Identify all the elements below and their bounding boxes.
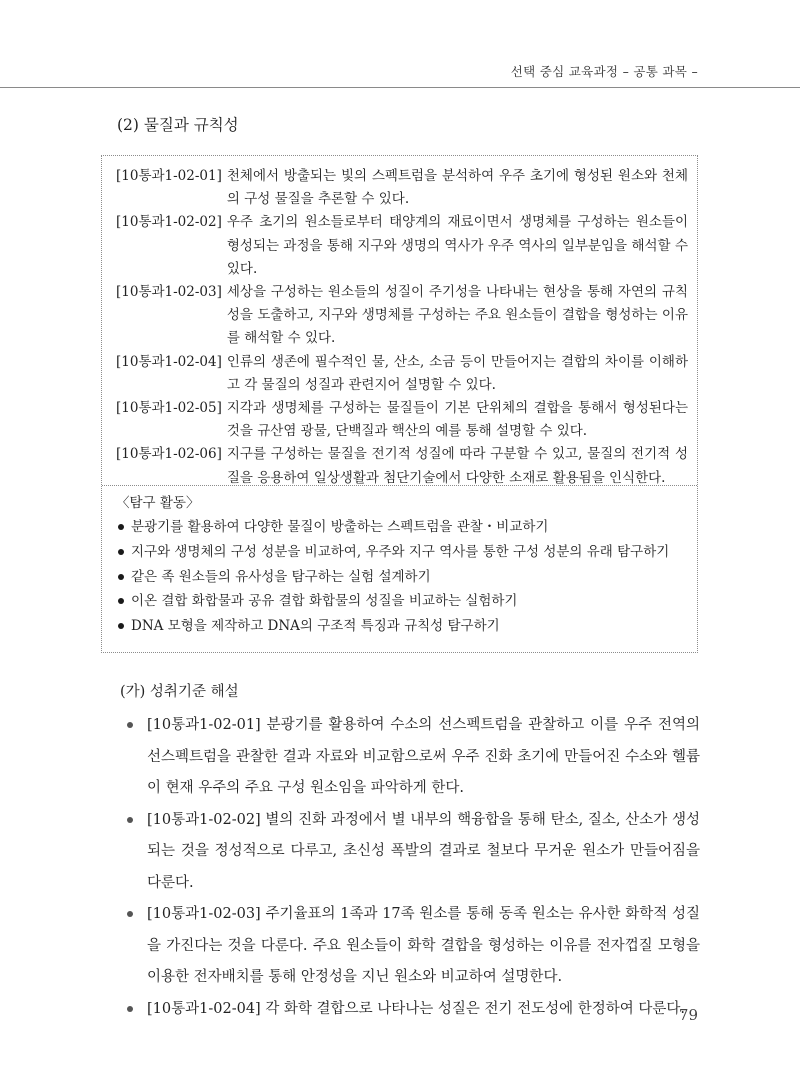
inquiry-item-text: 이온 결합 화합물과 공유 결합 화합물의 성질을 비교하는 실험하기 <box>131 593 518 610</box>
bullet-icon <box>127 722 133 728</box>
standard-item <box>116 443 688 489</box>
standards-explanation <box>120 680 700 1025</box>
explanation-item <box>127 710 700 805</box>
bullet-icon <box>118 524 124 530</box>
inquiry-item-text: 분광기를 활용하여 다양한 물질이 방출하는 스펙트럼을 관찰・비교하기 <box>131 519 549 535</box>
standard-code: [10통과1-02-01] <box>116 168 222 184</box>
bullet-icon <box>118 623 124 629</box>
bullet-icon <box>118 574 124 580</box>
standard-text: 우주 초기의 원소들로부터 태양계의 재료이면서 생명체를 구성하는 원소들이 형성되는 과정을 통해 지구와 생명의 역사가 우주 역사의 일부분임을 해석할 수 있다. <box>226 214 688 277</box>
standard-code: [10통과1-02-03] <box>116 284 222 301</box>
explanation-item <box>127 805 700 900</box>
standard-item <box>116 211 688 281</box>
bullet-icon <box>118 598 124 604</box>
standard-code: [10통과1-02-05] <box>116 400 222 417</box>
inquiry-item <box>116 565 688 590</box>
inquiry-item <box>116 589 688 614</box>
inquiry-item <box>116 515 688 540</box>
page-number: 79 <box>678 1006 698 1024</box>
bullet-icon <box>127 1006 133 1012</box>
box-divider <box>102 485 697 486</box>
explanation-text: [10통과1-02-02] 별의 진화 과정에서 별 내부의 핵융합을 통해 탄소, 질소, 산소가 생성되는 것을 정성적으로 다루고, 초신성 폭발의 결과로 철보다 무거운 원소가 만들어짐을 다룬다. <box>147 811 700 891</box>
header-rule <box>0 87 800 88</box>
standard-text: 지구를 구성하는 물질을 전기적 성질에 따라 구분할 수 있고, 물질의 전기적 성질을 응용하여 일상생활과 첨단기술에서 다양한 소재로 활용됨을 인식한다. <box>226 446 688 486</box>
bullet-icon <box>127 911 133 917</box>
standards-list <box>116 165 688 490</box>
explanation-title: (가) 성취기준 해설 <box>120 684 239 700</box>
inquiry-activities <box>116 491 688 639</box>
standard-code: [10통과1-02-02] <box>116 214 222 231</box>
standard-item <box>116 351 688 397</box>
inquiry-title: 〈탐구 활동〉 <box>116 495 200 511</box>
explanation-text: [10통과1-02-01] 분광기를 활용하여 수소의 선스펙트럼을 관찰하고 이를 우주 전역의 선스펙트럼을 관찰한 결과 자료와 비교함으로써 우주 진화 초기에 만들어진 수소와 헬륨이 현재 우주의 주요 구성 원소임을 파악하게 한다. <box>147 717 700 796</box>
running-header: 선택 중심 교육과정 – 공통 과목 – <box>510 64 698 79</box>
standard-item <box>116 165 688 211</box>
explanation-item <box>127 899 700 994</box>
bullet-icon <box>118 549 124 555</box>
standard-text: 세상을 구성하는 원소들의 성질이 주기성을 나타내는 현상을 통해 자연의 규칙성을 도출하고, 지구와 생명체를 구성하는 주요 원소들이 결합을 형성하는 이유를 해석할 수 있다. <box>226 284 688 347</box>
standard-text: 지각과 생명체를 구성하는 물질들이 기본 단위체의 결합을 통해서 형성된다는 것을 규산염 광물, 단백질과 핵산의 예를 통해 설명할 수 있다. <box>226 400 688 440</box>
inquiry-item <box>116 614 688 639</box>
explanation-text: [10통과1-02-04] 각 화학 결합으로 나타나는 성질은 전기 전도성에 한정하여 다룬다. <box>147 1000 685 1017</box>
inquiry-item-text: DNA 모형을 제작하고 DNA의 구조적 특징과 규칙성 탐구하기 <box>131 618 500 635</box>
explanation-text: [10통과1-02-03] 주기율표의 1족과 17족 원소를 통해 동족 원소는 유사한 화학적 성질을 가진다는 것을 다룬다. 주요 원소들이 화학 결합을 형성하는 이유를 전자껍질 모형을 이용한 전자배치를 통해 안정성을 지닌 원소와 비교하여 설명한다. <box>147 906 700 985</box>
achievement-standards-box <box>101 155 698 653</box>
inquiry-item-text: 지구와 생명체의 구성 성분을 비교하여, 우주와 지구 역사를 통한 구성 성분의 유래 탐구하기 <box>131 543 670 560</box>
explanation-item <box>127 994 700 1026</box>
bullet-icon <box>127 817 133 823</box>
standard-text: 인류의 생존에 필수적인 물, 산소, 소금 등이 만들어지는 결합의 차이를 이해하고 각 물질의 성질과 관련지어 설명할 수 있다. <box>226 353 688 393</box>
standard-item <box>116 397 688 443</box>
standard-code: [10통과1-02-06] <box>116 446 222 463</box>
standard-text: 천체에서 방출되는 빛의 스펙트럼을 분석하여 우주 초기에 형성된 원소와 천체의 구성 물질을 추론할 수 있다. <box>226 168 688 208</box>
inquiry-item-text: 같은 족 원소들의 유사성을 탐구하는 실험 설계하기 <box>131 568 431 585</box>
inquiry-item <box>116 540 688 565</box>
standard-code: [10통과1-02-04] <box>116 353 222 370</box>
section-title: (2) 물질과 규칙성 <box>117 116 239 134</box>
standard-item <box>116 281 688 351</box>
